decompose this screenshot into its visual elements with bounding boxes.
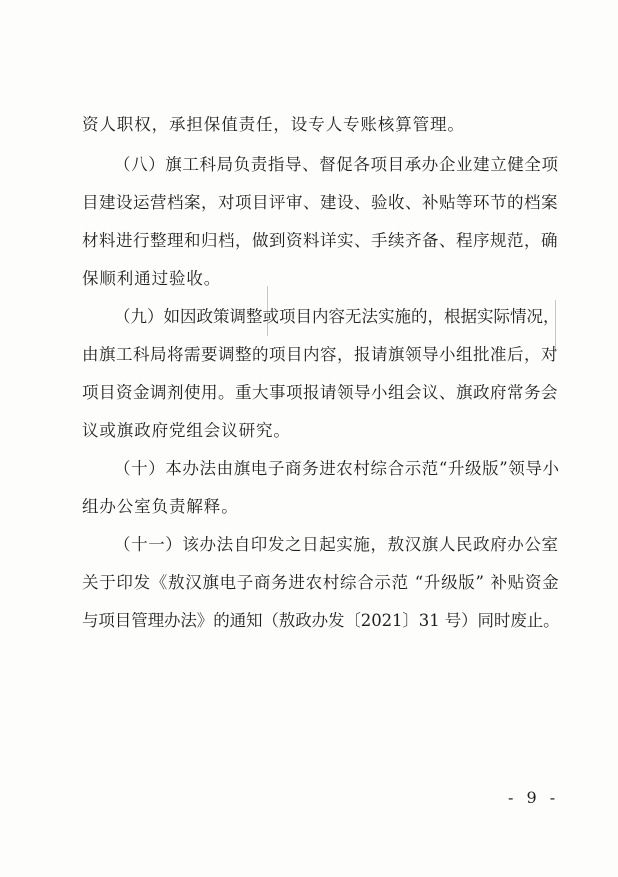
text-line: （九）如因政策调整或项目内容无法实施的，根据实际情况， <box>114 307 560 326</box>
text-line: 由旗工科局将需要调整的项目内容，报请旗领导小组批准后，对 <box>82 345 558 364</box>
text-line: 保顺利通过验收。 <box>82 269 222 288</box>
text-line: （十一）该办法自印发之日起实施，敖汉旗人民政府办公室 <box>114 535 559 554</box>
text-line: 目建设运营档案，对项目评审、建设、验收、补贴等环节的档案 <box>82 193 558 212</box>
text-line: （十）本办法由旗电子商务进农村综合示范“升级版”领导小 <box>114 459 560 478</box>
page-number: - 9 - <box>508 788 560 807</box>
text-line: 材料进行整理和归档，做到资料详实、手续齐备、程序规范，确 <box>82 231 558 250</box>
text-line: 资人职权，承担保值责任，设专人专账核算管理。 <box>82 115 465 134</box>
text-line: 项目资金调剂使用。重大事项报请领导小组会议、旗政府常务会 <box>82 383 558 402</box>
text-line: （八）旗工科局负责指导、督促各项目承办企业建立健全项 <box>114 155 559 174</box>
text-line: 组办公室负责解释。 <box>82 497 239 516</box>
text-line: 与项目管理办法》的通知（敖政办发〔2021〕31 号）同时废止。 <box>82 611 560 630</box>
text-line: 议或旗政府党组会议研究。 <box>82 421 291 440</box>
text-line: 关于印发《敖汉旗电子商务进农村综合示范 “升级版” 补贴资金 <box>82 573 560 592</box>
